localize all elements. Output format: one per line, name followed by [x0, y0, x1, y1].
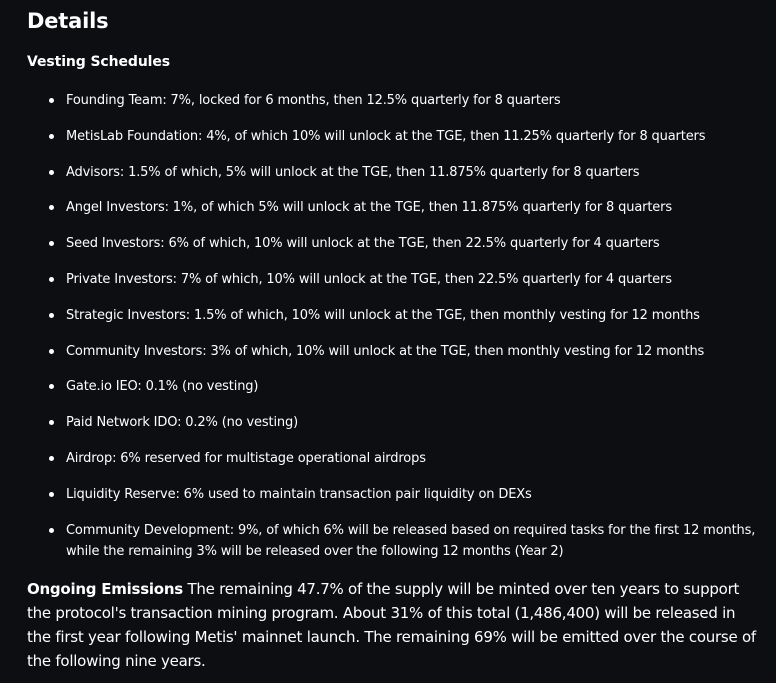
list-item: Community Development: 9%, of which 6% will be released based on required tasks for the first 12 months, while the remaining 3% will be released over the following 12 months (Year 2): [0, 520, 776, 562]
list-item: Seed Investors: 6% of which, 10% will unlock at the TGE, then 22.5% quarterly for 4 quarters: [0, 233, 776, 254]
list-item: Founding Team: 7%, locked for 6 months, then 12.5% quarterly for 8 quarters: [0, 90, 776, 111]
list-item: Strategic Investors: 1.5% of which, 10% will unlock at the TGE, then monthly vesting for 12 months: [0, 305, 776, 326]
list-item: Private Investors: 7% of which, 10% will unlock at the TGE, then 22.5% quarterly for 4 quarters: [0, 269, 776, 290]
section-title-vesting-schedules: Vesting Schedules: [27, 54, 171, 70]
list-item: MetisLab Foundation: 4%, of which 10% will unlock at the TGE, then 11.25% quarterly for 8 quarters: [0, 126, 776, 147]
vesting-schedule-list: [0, 90, 776, 576]
list-item: Advisors: 1.5% of which, 5% will unlock at the TGE, then 11.875% quarterly for 8 quarters: [0, 162, 776, 183]
ongoing-emissions-heading: Ongoing Emissions: [27, 580, 183, 598]
list-item: Angel Investors: 1%, of which 5% will unlock at the TGE, then 11.875% quarterly for 8 quarters: [0, 197, 776, 218]
list-item: Community Investors: 3% of which, 10% will unlock at the TGE, then monthly vesting for 12 months: [0, 341, 776, 362]
ongoing-emissions-paragraph: [27, 577, 762, 673]
list-item: Paid Network IDO: 0.2% (no vesting): [0, 412, 776, 433]
list-item: Gate.io IEO: 0.1% (no vesting): [0, 376, 776, 397]
page-title: Details: [27, 9, 109, 33]
ongoing-emissions-text: The remaining 47.7% of the supply will be minted over ten years to support the protocol's transaction mining program. About 31% of this total (1,486,400) will be released in the first year following Metis' mainnet launch. The remaining 69% will be emitted over the course of the following nine years.: [27, 580, 756, 670]
list-item: Airdrop: 6% reserved for multistage operational airdrops: [0, 448, 776, 469]
list-item: Liquidity Reserve: 6% used to maintain transaction pair liquidity on DEXs: [0, 484, 776, 505]
